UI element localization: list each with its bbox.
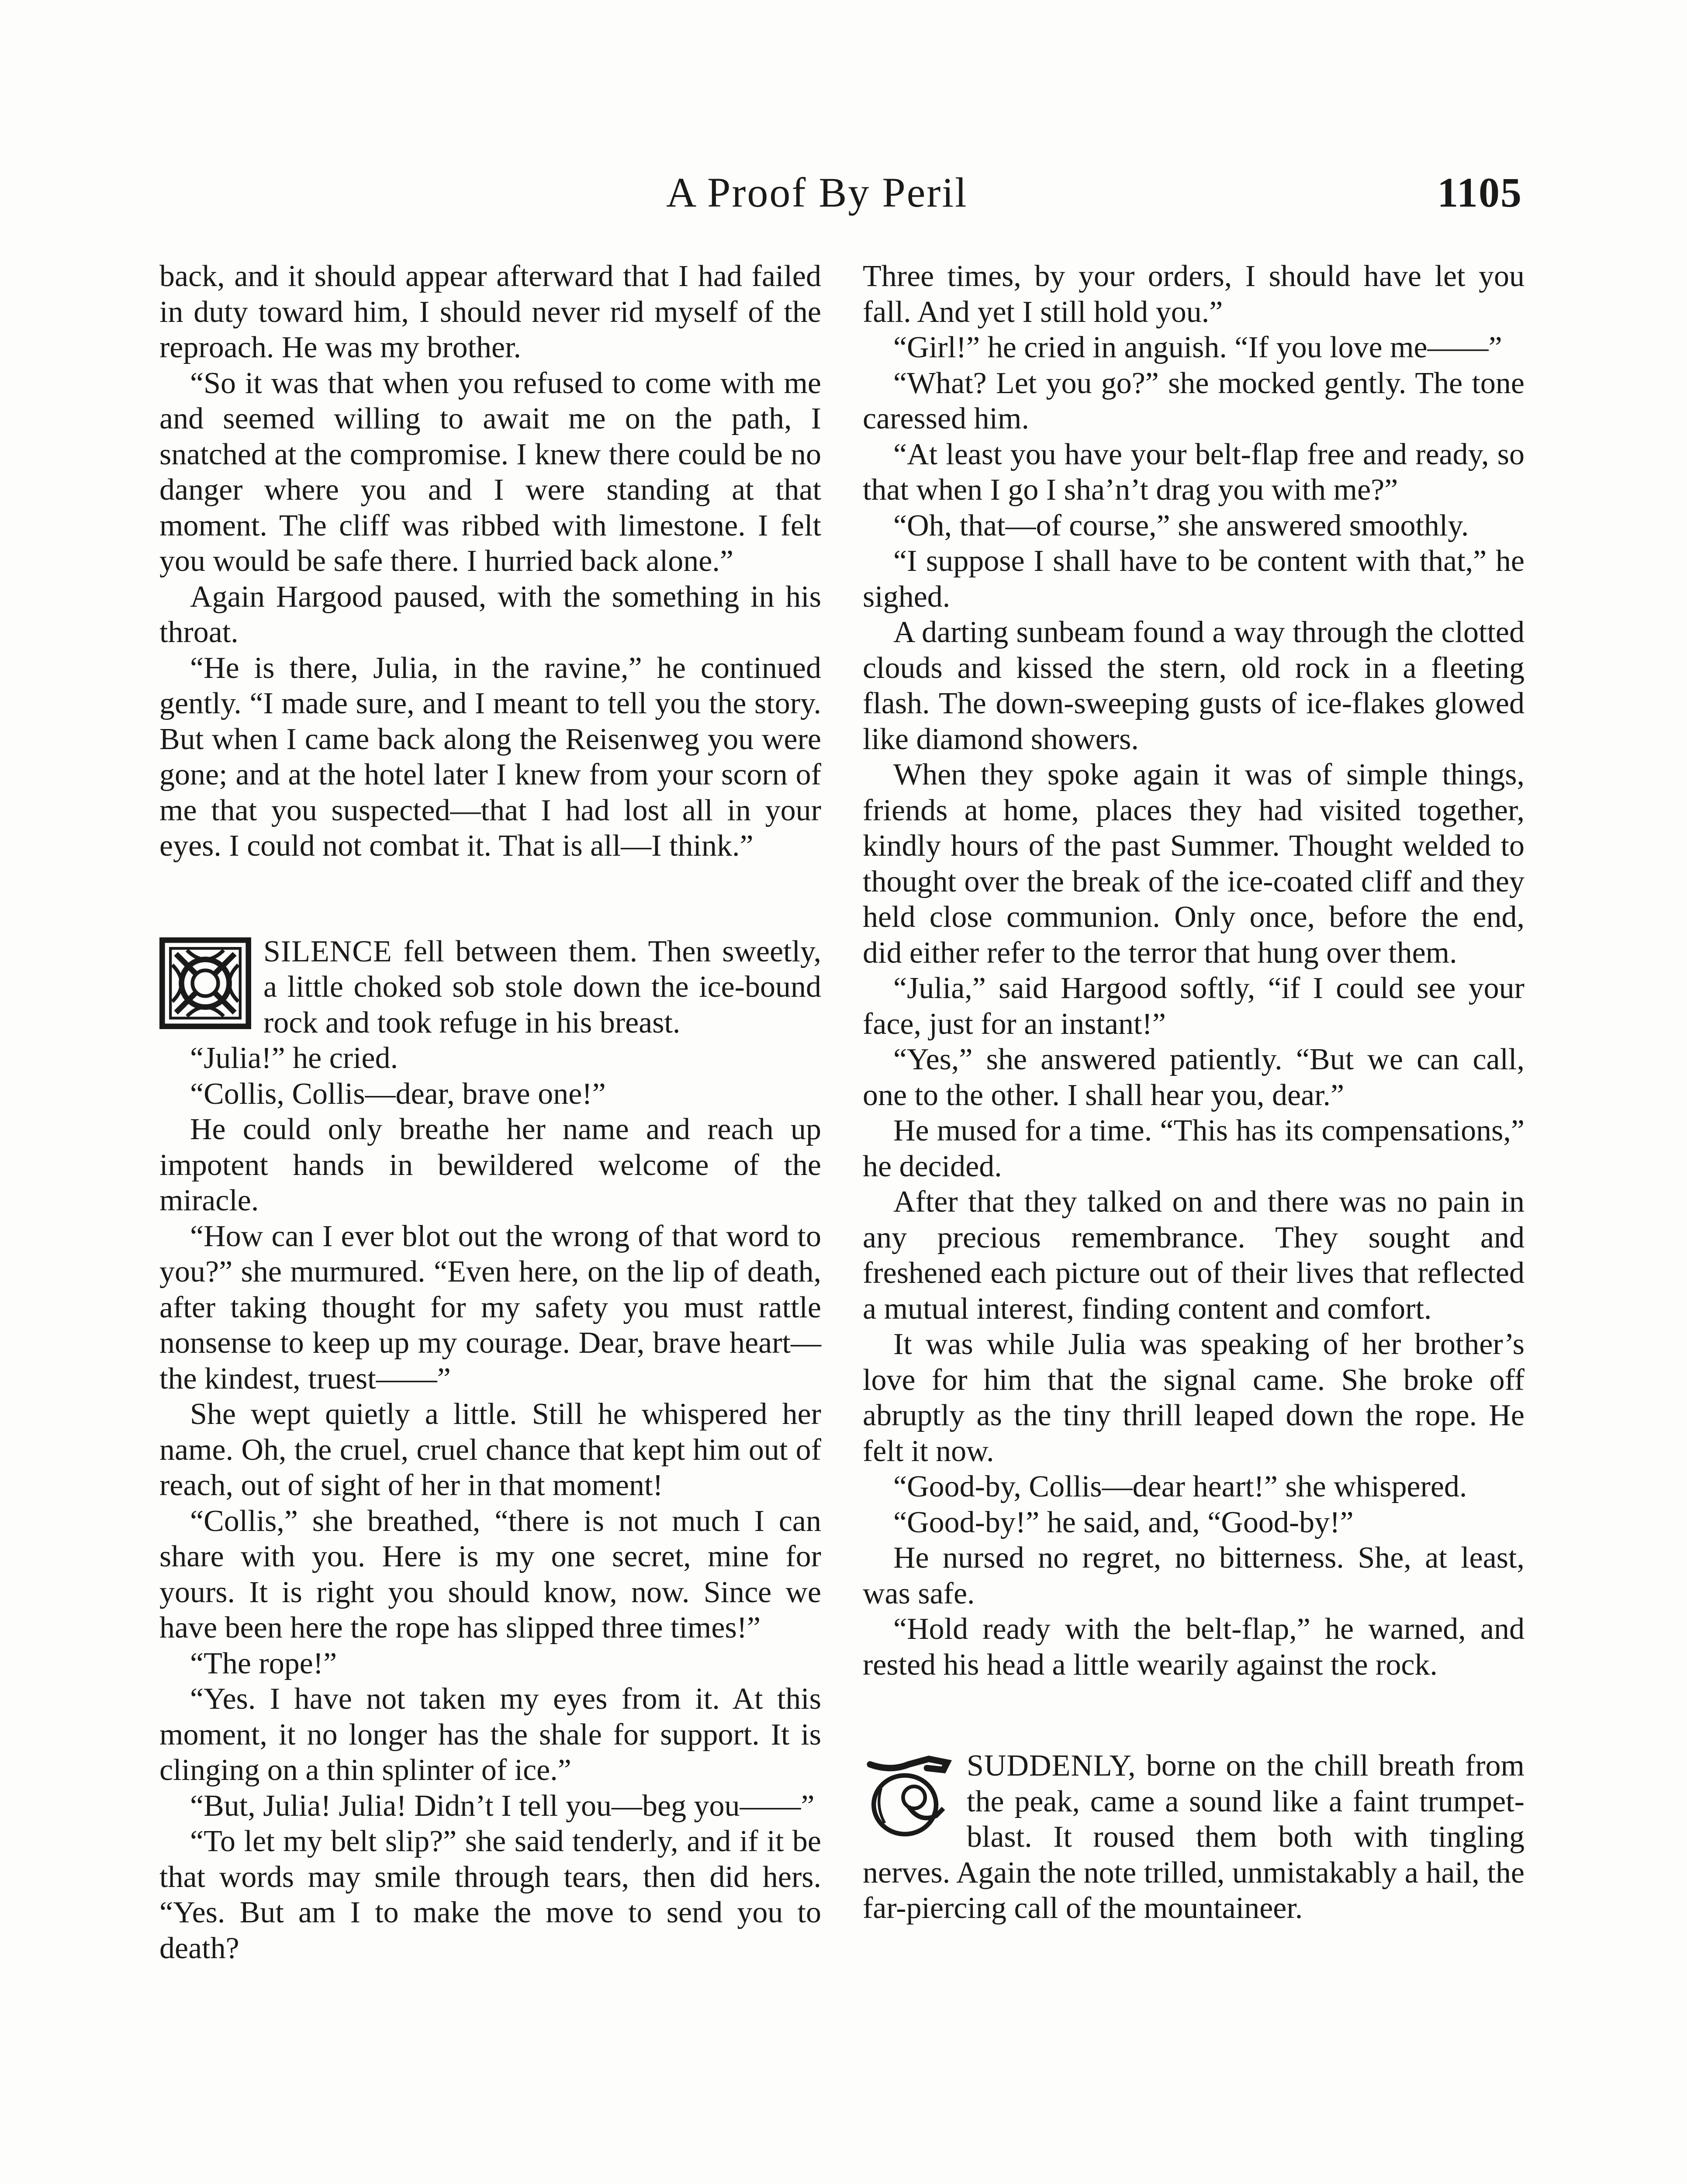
paragraph: “Julia!” he cried. — [190, 1041, 398, 1075]
paragraph: A darting sunbeam found a way through the clotted clouds and kissed the stern, old rock in a fleeting flash. The down-sweeping gusts of ice-flakes glowed like diamond showers. — [863, 615, 1525, 756]
paragraph: “Good-by!” he said, and, “Good-by!” — [893, 1505, 1354, 1539]
paragraph: After that they talked on and there was no pain in any precious remembrance. They sought and freshened each picture out of their lives that reflected a mutual interest, finding content and comfort. — [863, 1185, 1525, 1326]
paragraph: “Good-by, Collis—dear heart!” she whispered. — [893, 1470, 1467, 1503]
paragraph: It was while Julia was speaking of her brother’s love for him that the signal came. She broke off abruptly as the tiny thrill leaped down the rope. He felt it now. — [863, 1327, 1525, 1468]
paragraph: He mused for a time. “This has its compensations,” he decided. — [863, 1114, 1525, 1183]
section-opening-paragraph — [863, 1748, 1525, 1926]
left-column — [159, 259, 821, 1966]
horn-ornament-icon — [863, 1752, 954, 1843]
paragraph: “Julia,” said Hargood softly, “if I could see your face, just for an instant!” — [863, 971, 1525, 1041]
paragraph: She wept quietly a little. Still he whispered her name. Oh, the cruel, cruel chance that kept him out of reach, out of sight of her in that moment! — [159, 1397, 821, 1502]
paragraph: “Collis,” she breathed, “there is not much I can share with you. Here is my one secret, mine for yours. It is right you should know, now. Since we have been here the rope has slipped three times!” — [159, 1504, 821, 1645]
paragraph: “At least you have your belt-flap free and ready, so that when I go I sha’n’t drag you with me?” — [863, 437, 1525, 507]
paragraph: “He is there, Julia, in the ravine,” he continued gently. “I made sure, and I meant to tell you the story. But when I came back along the Reisenweg you were gone; and at the hotel later I knew from your scorn of me that you suspected—that I had lost all in your eyes. I could not combat it. That is all—I think.” — [159, 651, 821, 863]
celtic-knot-ornament-icon — [159, 937, 251, 1029]
paragraph: “To let my belt slip?” she said tenderly, and if it be that words may smile through tears, then did hers. “Yes. But am I to make the move to send you to death? — [159, 1825, 821, 1965]
paragraph: “The rope!” — [190, 1646, 337, 1680]
paragraph: Again Hargood paused, with the something in his throat. — [159, 580, 821, 649]
paragraph: “Yes. I have not taken my eyes from it. At this moment, it no longer has the shale for support. It is clinging on a thin splinter of ice.” — [159, 1682, 821, 1787]
paragraph: “So it was that when you refused to come with me and seemed willing to await me on the path, I snatched at the compromise. I knew there could be no danger where you and I were standing at that moment. The cliff was ribbed with limestone. I felt you would be safe there. I hurried back alone.” — [159, 366, 821, 578]
paragraph: He nursed no regret, no bitterness. She, at least, was safe. — [863, 1541, 1525, 1610]
section-lead-word: SUDDENLY, — [967, 1749, 1136, 1783]
paragraph: “Collis, Collis—dear, brave one!” — [190, 1077, 606, 1111]
paragraph: “Yes,” she answered patiently. “But we can call, one to the other. I shall hear you, dear.” — [863, 1043, 1525, 1112]
paragraph: “Oh, that—of course,” she answered smoothly. — [893, 508, 1469, 543]
paragraph: “I suppose I shall have to be content with that,” he sighed. — [863, 544, 1525, 614]
paragraph: Three times, by your orders, I should have let you fall. And yet I still hold you.” — [863, 259, 1525, 329]
paragraph: “But, Julia! Julia! Didn’t I tell you—beg you——” — [190, 1789, 815, 1823]
section-text: borne on the chill breath from the peak, came a sound like a faint trumpet-blast. It roused them both with tingling nerves. Again the note trilled, unmistakably a hail, the far-piercing call of the mountaineer. — [863, 1749, 1525, 1925]
paragraph: “Hold ready with the belt-flap,” he warned, and rested his head a little wearily against the rock. — [863, 1612, 1525, 1682]
paragraph: “Girl!” he cried in anguish. “If you love me——” — [893, 331, 1502, 364]
section-opening-paragraph — [159, 934, 821, 1041]
paragraph: back, and it should appear afterward that I had failed in duty toward him, I should never rid myself of the reproach. He was my brother. — [159, 259, 821, 364]
right-column — [863, 259, 1525, 1926]
page-number: 1105 — [1437, 169, 1522, 216]
running-header — [159, 168, 1522, 229]
paragraph: He could only breathe her name and reach up impotent hands in bewildered welcome of the miracle. — [159, 1113, 821, 1217]
paragraph: When they spoke again it was of simple things, friends at home, places they had visited together, kindly hours of the past Summer. Thought welded to thought over the break of the ice-coated cliff and they held close communion. Only once, before the end, did either refer to the terror that hung over them. — [863, 758, 1525, 970]
section-lead-word: SILENCE — [263, 934, 392, 968]
paragraph: “How can I ever blot out the wrong of that word to you?” she murmured. “Even here, on the lip of death, after taking thought for my safety you must rattle nonsense to keep up my courage. Dear, brave heart—the kindest, truest——” — [159, 1219, 821, 1396]
paragraph: “What? Let you go?” she mocked gently. The tone caressed him. — [863, 366, 1525, 435]
section-text: fell between them. Then sweetly, a little choked sob stole down the ice-bound rock and took refuge in his breast. — [263, 934, 821, 1040]
running-title: A Proof By Peril — [666, 169, 968, 216]
